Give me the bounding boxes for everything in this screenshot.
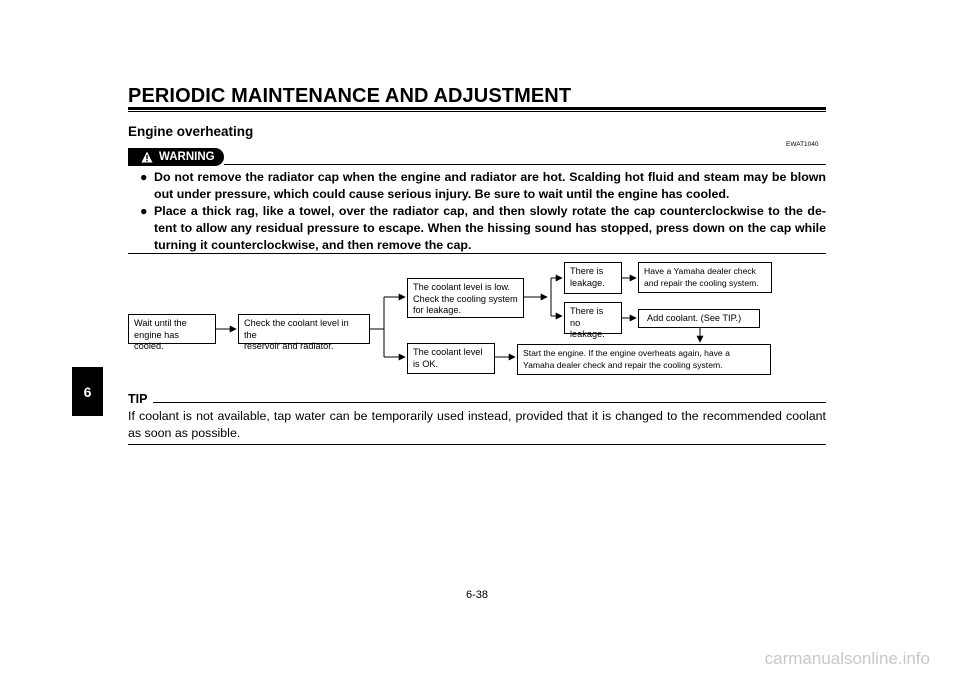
flow-box-dealer bbox=[638, 262, 772, 293]
flow-box-noleak bbox=[564, 302, 622, 339]
watermark: carmanualsonline.info bbox=[764, 649, 930, 668]
section-code: EWAT1040 bbox=[786, 141, 819, 148]
flow-box-start bbox=[517, 344, 771, 375]
warning-label: WARNING bbox=[159, 151, 215, 163]
chapter-tab: 6 bbox=[72, 367, 103, 416]
tip-text: If coolant is not available, tap water can be temporarily used instead, provided that it is changed to the recommended coolant as soon as possible. bbox=[128, 409, 826, 440]
bullet-icon: ● bbox=[140, 170, 148, 184]
bullet-icon: ● bbox=[140, 204, 148, 218]
flow-box-wait bbox=[128, 314, 216, 351]
flow-text: and repair the cooling system. bbox=[644, 277, 759, 288]
flow-text: leakage. bbox=[570, 277, 605, 288]
flow-text: Have a Yamaha dealer check bbox=[644, 266, 756, 276]
flow-box-add: Add coolant. (See TIP.) bbox=[638, 309, 760, 328]
section-title: Engine overheating bbox=[128, 124, 254, 139]
flow-box-ok bbox=[407, 343, 495, 374]
flow-text: There is bbox=[570, 266, 604, 276]
flow-box-leak bbox=[564, 262, 622, 294]
flow-text: Yamaha dealer check and repair the cooling system. bbox=[523, 359, 723, 370]
flow-box-check bbox=[238, 314, 370, 351]
tip-label: TIP bbox=[128, 392, 148, 406]
flow-text: There is bbox=[570, 306, 604, 316]
flow-text: for leakage. bbox=[413, 305, 462, 315]
flow-text: Check the coolant level in the bbox=[244, 318, 349, 340]
flow-text: Wait until the bbox=[134, 318, 187, 328]
flow-box-low bbox=[407, 278, 524, 318]
warning-item-text: Place a thick rag, like a towel, over the radiator cap, and then slowly rotate the cap counterclockwise to the de-tent to allow any residual pressure to escape. When the hissing sound has stopped, press down on the cap while turning it counterclockwise, and then remove the cap. bbox=[154, 204, 826, 252]
flow-text: The coolant level is low. bbox=[413, 282, 511, 292]
flow-text: Check the cooling system bbox=[413, 293, 518, 304]
page-number: 6-38 bbox=[466, 589, 489, 601]
tip-rule bbox=[153, 402, 826, 403]
flow-text: is OK. bbox=[413, 358, 439, 369]
warning-item-text: Do not remove the radiator cap when the engine and radiator are hot. Scalding hot fluid and steam may be blown out under pressure, which could cause serious injury. Be sure to wait until the engine has cooled. bbox=[154, 170, 826, 201]
page-title: PERIODIC MAINTENANCE AND ADJUSTMENT bbox=[128, 85, 572, 107]
flow-text: The coolant level bbox=[413, 347, 483, 357]
tip-end-rule bbox=[128, 444, 826, 445]
flow-text: no leakage. bbox=[570, 317, 605, 339]
flow-text: reservoir and radiator. bbox=[244, 341, 334, 351]
flow-text: engine has cooled. bbox=[134, 329, 179, 351]
flow-text: Start the engine. If the engine overheats again, have a bbox=[523, 348, 730, 358]
